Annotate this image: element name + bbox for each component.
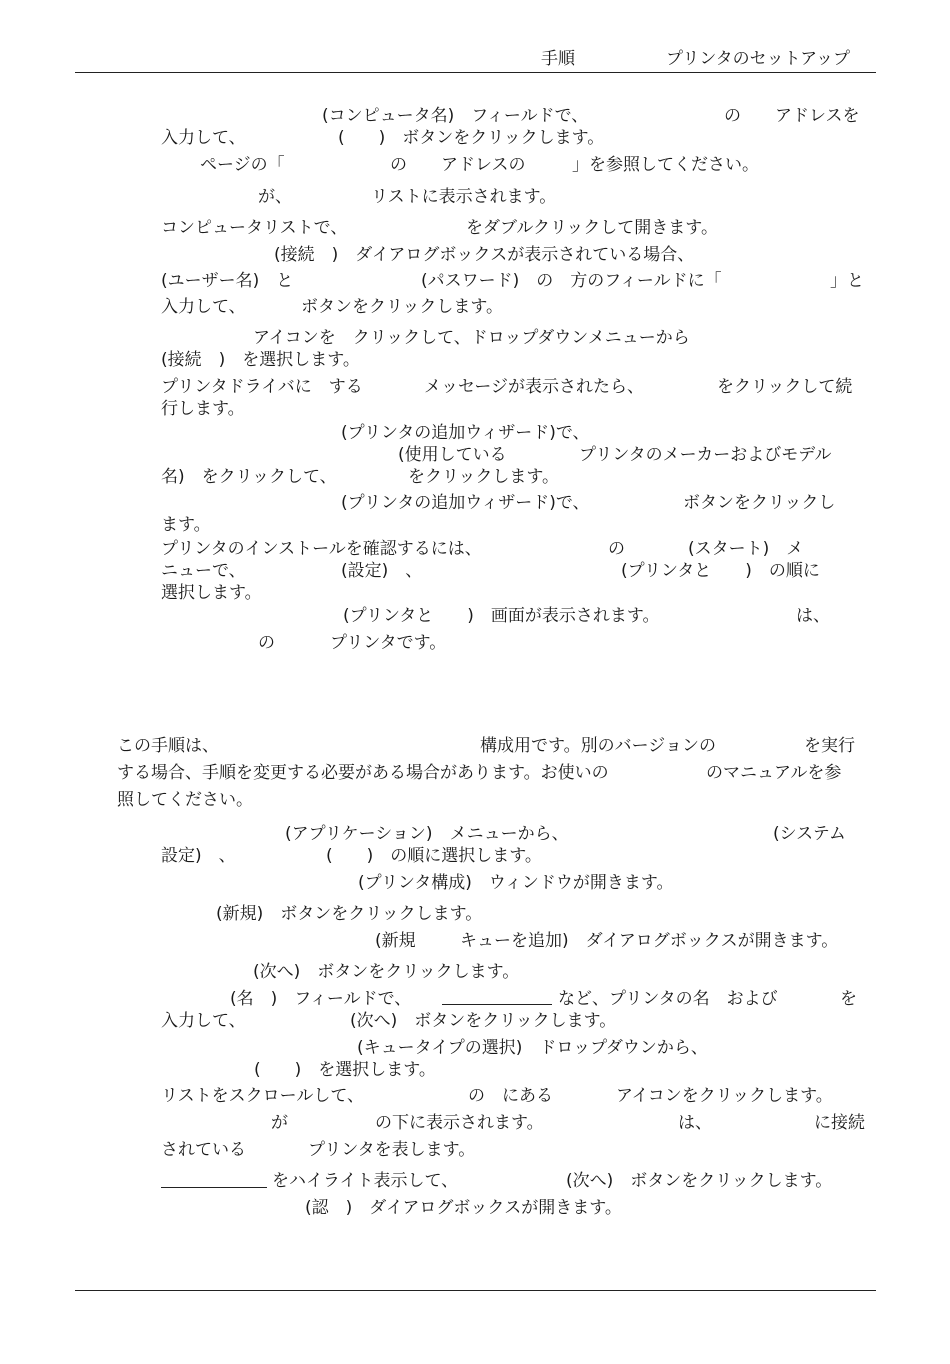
text-line: 構成用です。別のバージョンの [480,736,716,756]
text-line: をダブルクリックして開きます。 [466,218,718,238]
text-line: する場合、手順を変更する必要がある場合があります。お使いの [117,763,609,783]
text-line: 入力して、 [161,1011,246,1031]
text-line: (プリンタの追加ウィザード)で、 [341,423,590,443]
text-line: (新規) ボタンをクリックします。 [216,904,483,924]
text-line: リストに表示されます。 [371,187,557,207]
text-line: プリンタを表します。 [308,1140,476,1160]
text-line: 入力して、 [161,297,246,317]
text-line: の にある [468,1086,553,1106]
text-line: (キュータイプの選択) ドロップダウンから、 [357,1038,708,1058]
text-line: (次へ) ボタンをクリックします。 [566,1171,833,1191]
text-line: ます。 [161,515,211,535]
header-title: プリンタのセットアップ [666,49,850,69]
text-line: (コンピュータ名) フィールドで、 [322,106,589,126]
text-line: に接続 [814,1113,865,1133]
text-line: (パスワード) の 方のフィールドに「 [421,271,722,291]
text-line: の [608,539,625,559]
text-line: 設定) 、 [161,846,236,866]
text-line: (プリンタの追加ウィザード)で、 [341,493,590,513]
text-line: (ユーザー名) と [161,271,294,291]
footer-rule [75,1290,876,1291]
text-line: をクリックして続 [717,377,853,397]
text-line: コンピュータリストで、 [161,218,348,238]
text-line: (名 ) フィールドで、 [230,989,412,1009]
text-line: の [258,633,275,653]
text-line: は、 [678,1113,712,1133]
text-line: 選択します。 [161,583,262,603]
text-line: ( ) ボタンをクリックします。 [338,128,605,148]
text-line: プリンタのインストールを確認するには、 [161,539,482,559]
text-line: の [724,106,741,126]
text-line: (接続 ) を選択します。 [161,350,360,370]
text-line: 」と [830,271,864,291]
text-line: この手順は、 [117,736,219,756]
text-line: のマニュアルを参 [706,763,842,783]
header-rule [75,72,876,73]
text-line: (次へ) ボタンをクリックします。 [253,962,520,982]
text-line: 照してください。 [117,790,253,810]
text-line: をクリックします。 [408,467,559,487]
text-line: を実行 [804,736,855,756]
text-line: を [840,989,857,1009]
text-line: アイコンを クリックして、ドロップダウンメニューから [253,328,690,348]
text-line: 入力して、 [161,128,246,148]
text-line: (接続 ) ダイアログボックスが表示されている場合、 [274,245,695,265]
text-line: (プリンタと ) 画面が表示されます。 [343,606,660,626]
text-line: 行します。 [161,399,245,419]
text-line: (設定) 、 [341,561,423,581]
text-line: メッセージが表示されたら、 [424,377,644,397]
text-line: されている [161,1140,246,1160]
text-line: が [271,1113,288,1133]
text-line: (新規 [375,931,416,951]
text-line: ( ) を選択します。 [254,1060,436,1080]
text-line: 」を参照してください。 [572,155,759,175]
text-line: をハイライト表示して、 [272,1171,459,1191]
input-blank [161,1187,267,1188]
text-line: ( ) の順に選択します。 [326,846,542,866]
text-line: は、 [796,606,830,626]
text-line: (認 ) ダイアログボックスが開きます。 [305,1198,622,1218]
text-line: ボタンをクリックし [683,493,836,513]
text-line: の [390,155,407,175]
text-line: アイコンをクリックします。 [616,1086,833,1106]
text-line: (システム [773,824,846,844]
text-line: の下に表示されます。 [375,1113,544,1133]
text-line: 名) をクリックして、 [161,467,337,487]
text-line: ニューで、 [161,561,246,581]
text-line: が、 [258,187,292,207]
text-line: アドレスを [775,106,860,126]
text-line: プリンタです。 [330,633,447,653]
text-line: など、プリンタの名 および [558,989,778,1009]
text-line: キューを追加) ダイアログボックスが開きます。 [460,931,839,951]
text-line: (アプリケーション) メニューから、 [285,824,569,844]
text-line: (次へ) ボタンをクリックします。 [350,1011,617,1031]
input-blank [442,1004,552,1005]
text-line: プリンタのメーカーおよびモデル [579,445,832,465]
text-line: (使用している [398,445,507,465]
text-line: ページの「 [200,155,285,175]
text-line: (プリンタ構成) ウィンドウが開きます。 [358,873,674,893]
text-line: (プリンタと ) の順に [621,561,820,581]
text-line: アドレスの [441,155,526,175]
header-chapter: 手順 [541,49,575,69]
text-line: (スタート) メ [688,539,804,559]
text-line: ボタンをクリックします。 [301,297,503,317]
text-line: リストをスクロールして、 [161,1086,364,1106]
text-line: プリンタドライバに する [161,377,363,397]
